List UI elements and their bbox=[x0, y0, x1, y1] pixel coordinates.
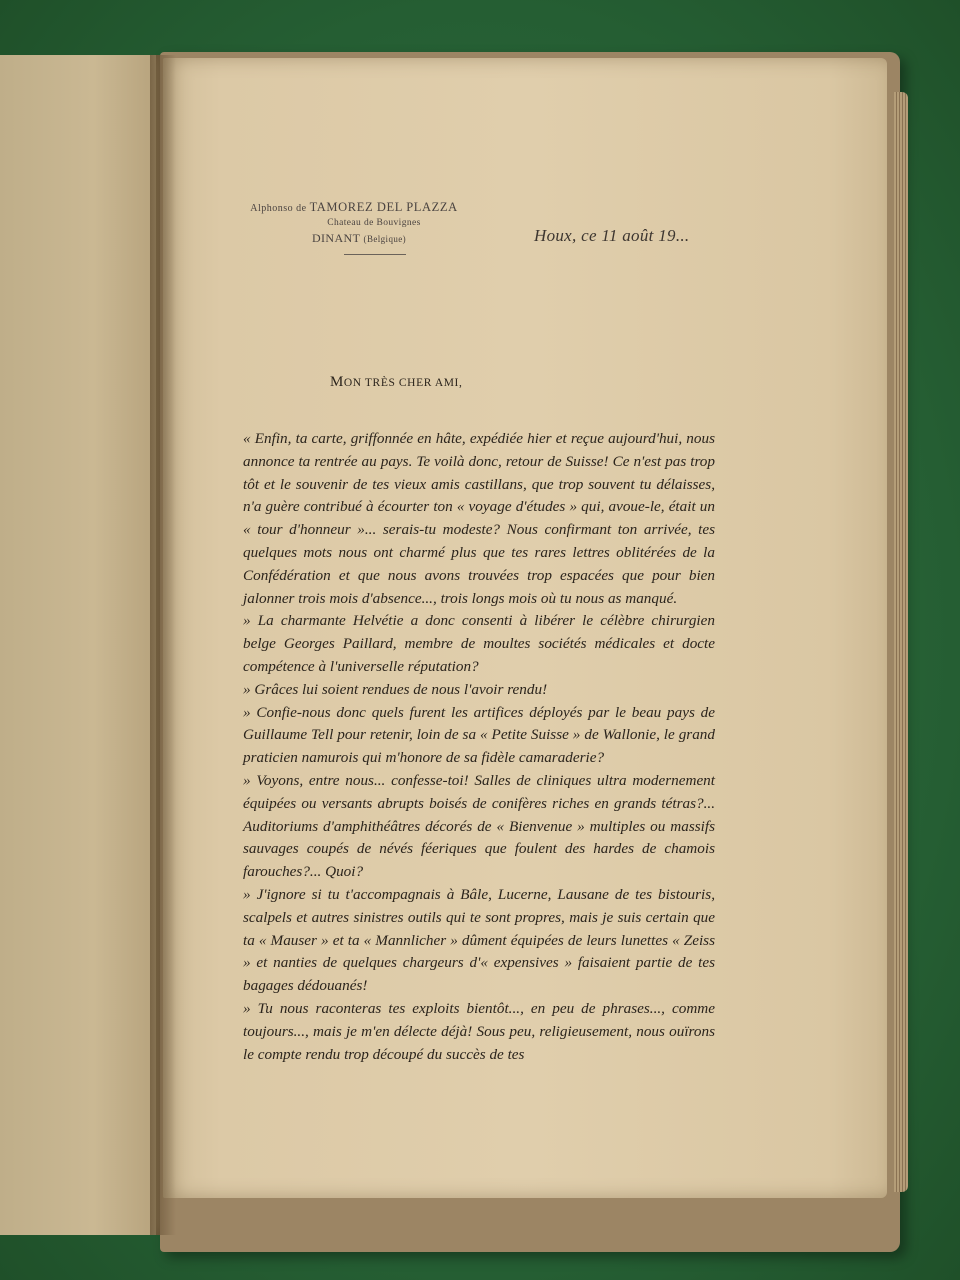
paragraph: » J'ignore si tu t'accompagnais à Bâle, Lucerne, Lausane de tes bistouris, scalpels et autres sinistres outils qui te sont propres, mais je suis certain que ta « Mauser » et ta « Mannlicher » dûment équipées de leurs lunettes « Zeiss » et nanties de quelques chargeurs d'« expensives » faisaient partie de tes bagages dédouanés! bbox=[243, 885, 715, 995]
letterhead-city: DINANT bbox=[311, 231, 361, 245]
letterhead-rule bbox=[344, 254, 406, 255]
paragraph: » Tu nous raconteras tes exploits bientôt..., en peu de phrases..., comme toujours..., mais je m'en délecte déjà! Sous peu, religieusement, nous ouïrons le compte rendu trop découpé du succès de tes bbox=[243, 999, 715, 1063]
paragraph: » Voyons, entre nous... confesse-toi! Salles de cliniques ultra modernement équipées ou versants abrupts boisés de conifères riches en grands tétras?... Auditoriums d'amphithéâtres décorés de « Bienvenue » multiples ou massifs sauvages coupés de névés féeriques que foulent des hardes de chamois farouches?... Quoi? bbox=[243, 771, 715, 881]
letterhead-castle: Chateau de Bouvignes bbox=[327, 218, 421, 228]
letter-body bbox=[227, 428, 715, 1066]
paragraph: » La charmante Helvétie a donc consenti à libérer le célèbre chirurgien belge Georges Paillard, membre de moultes sociétés médicales et docte compétence à l'universelle réputation? bbox=[243, 612, 715, 675]
paragraph: « Enfin, ta carte, griffonnée en hâte, expédiée hier et reçue aujourd'hui, nous annonce ta rentrée au pays. Te voilà donc, retour de Suisse! Ce n'est pas trop tôt et le souvenir de tes vieux amis castillans, que trop souvent tu délaisses, n'a guère contribué à écourter ton « voyage d'études » qui, avoue-le, était un « tour d'honneur »... serais-tu modeste? Nous confirmant ton arrivée, tes quelques mots nous ont charmé plus que tes rares lettres oblitérées de la Confédération et que nous avons trouvées trop espacées que pour bien jalonner trois mois d'absence..., trois longs mois où tu nous as manqué. bbox=[243, 430, 715, 607]
paragraph: » Grâces lui soient rendues de nous l'avoir rendu! bbox=[243, 680, 548, 698]
salutation-initial: M bbox=[330, 374, 344, 390]
paragraph: » Confie-nous donc quels furent les artifices déployés par le beau pays de Guillaume Tell pour retenir, loin de sa « Petite Suisse » de Wallonie, le grand praticien namurois qui m'honore de sa fidèle camaraderie? bbox=[243, 703, 715, 767]
salutation-rest: ON TRÈS CHER AMI, bbox=[343, 377, 463, 389]
letterhead-country: (Belgique) bbox=[363, 234, 407, 244]
letterhead-name: TAMOREZ DEL PLAZZA bbox=[309, 200, 458, 214]
letterhead bbox=[224, 200, 484, 255]
salutation bbox=[330, 374, 462, 391]
dateline: Houx, ce 11 août 19... bbox=[534, 226, 690, 245]
letterhead-name-prefix: Alphonso de bbox=[250, 203, 307, 214]
